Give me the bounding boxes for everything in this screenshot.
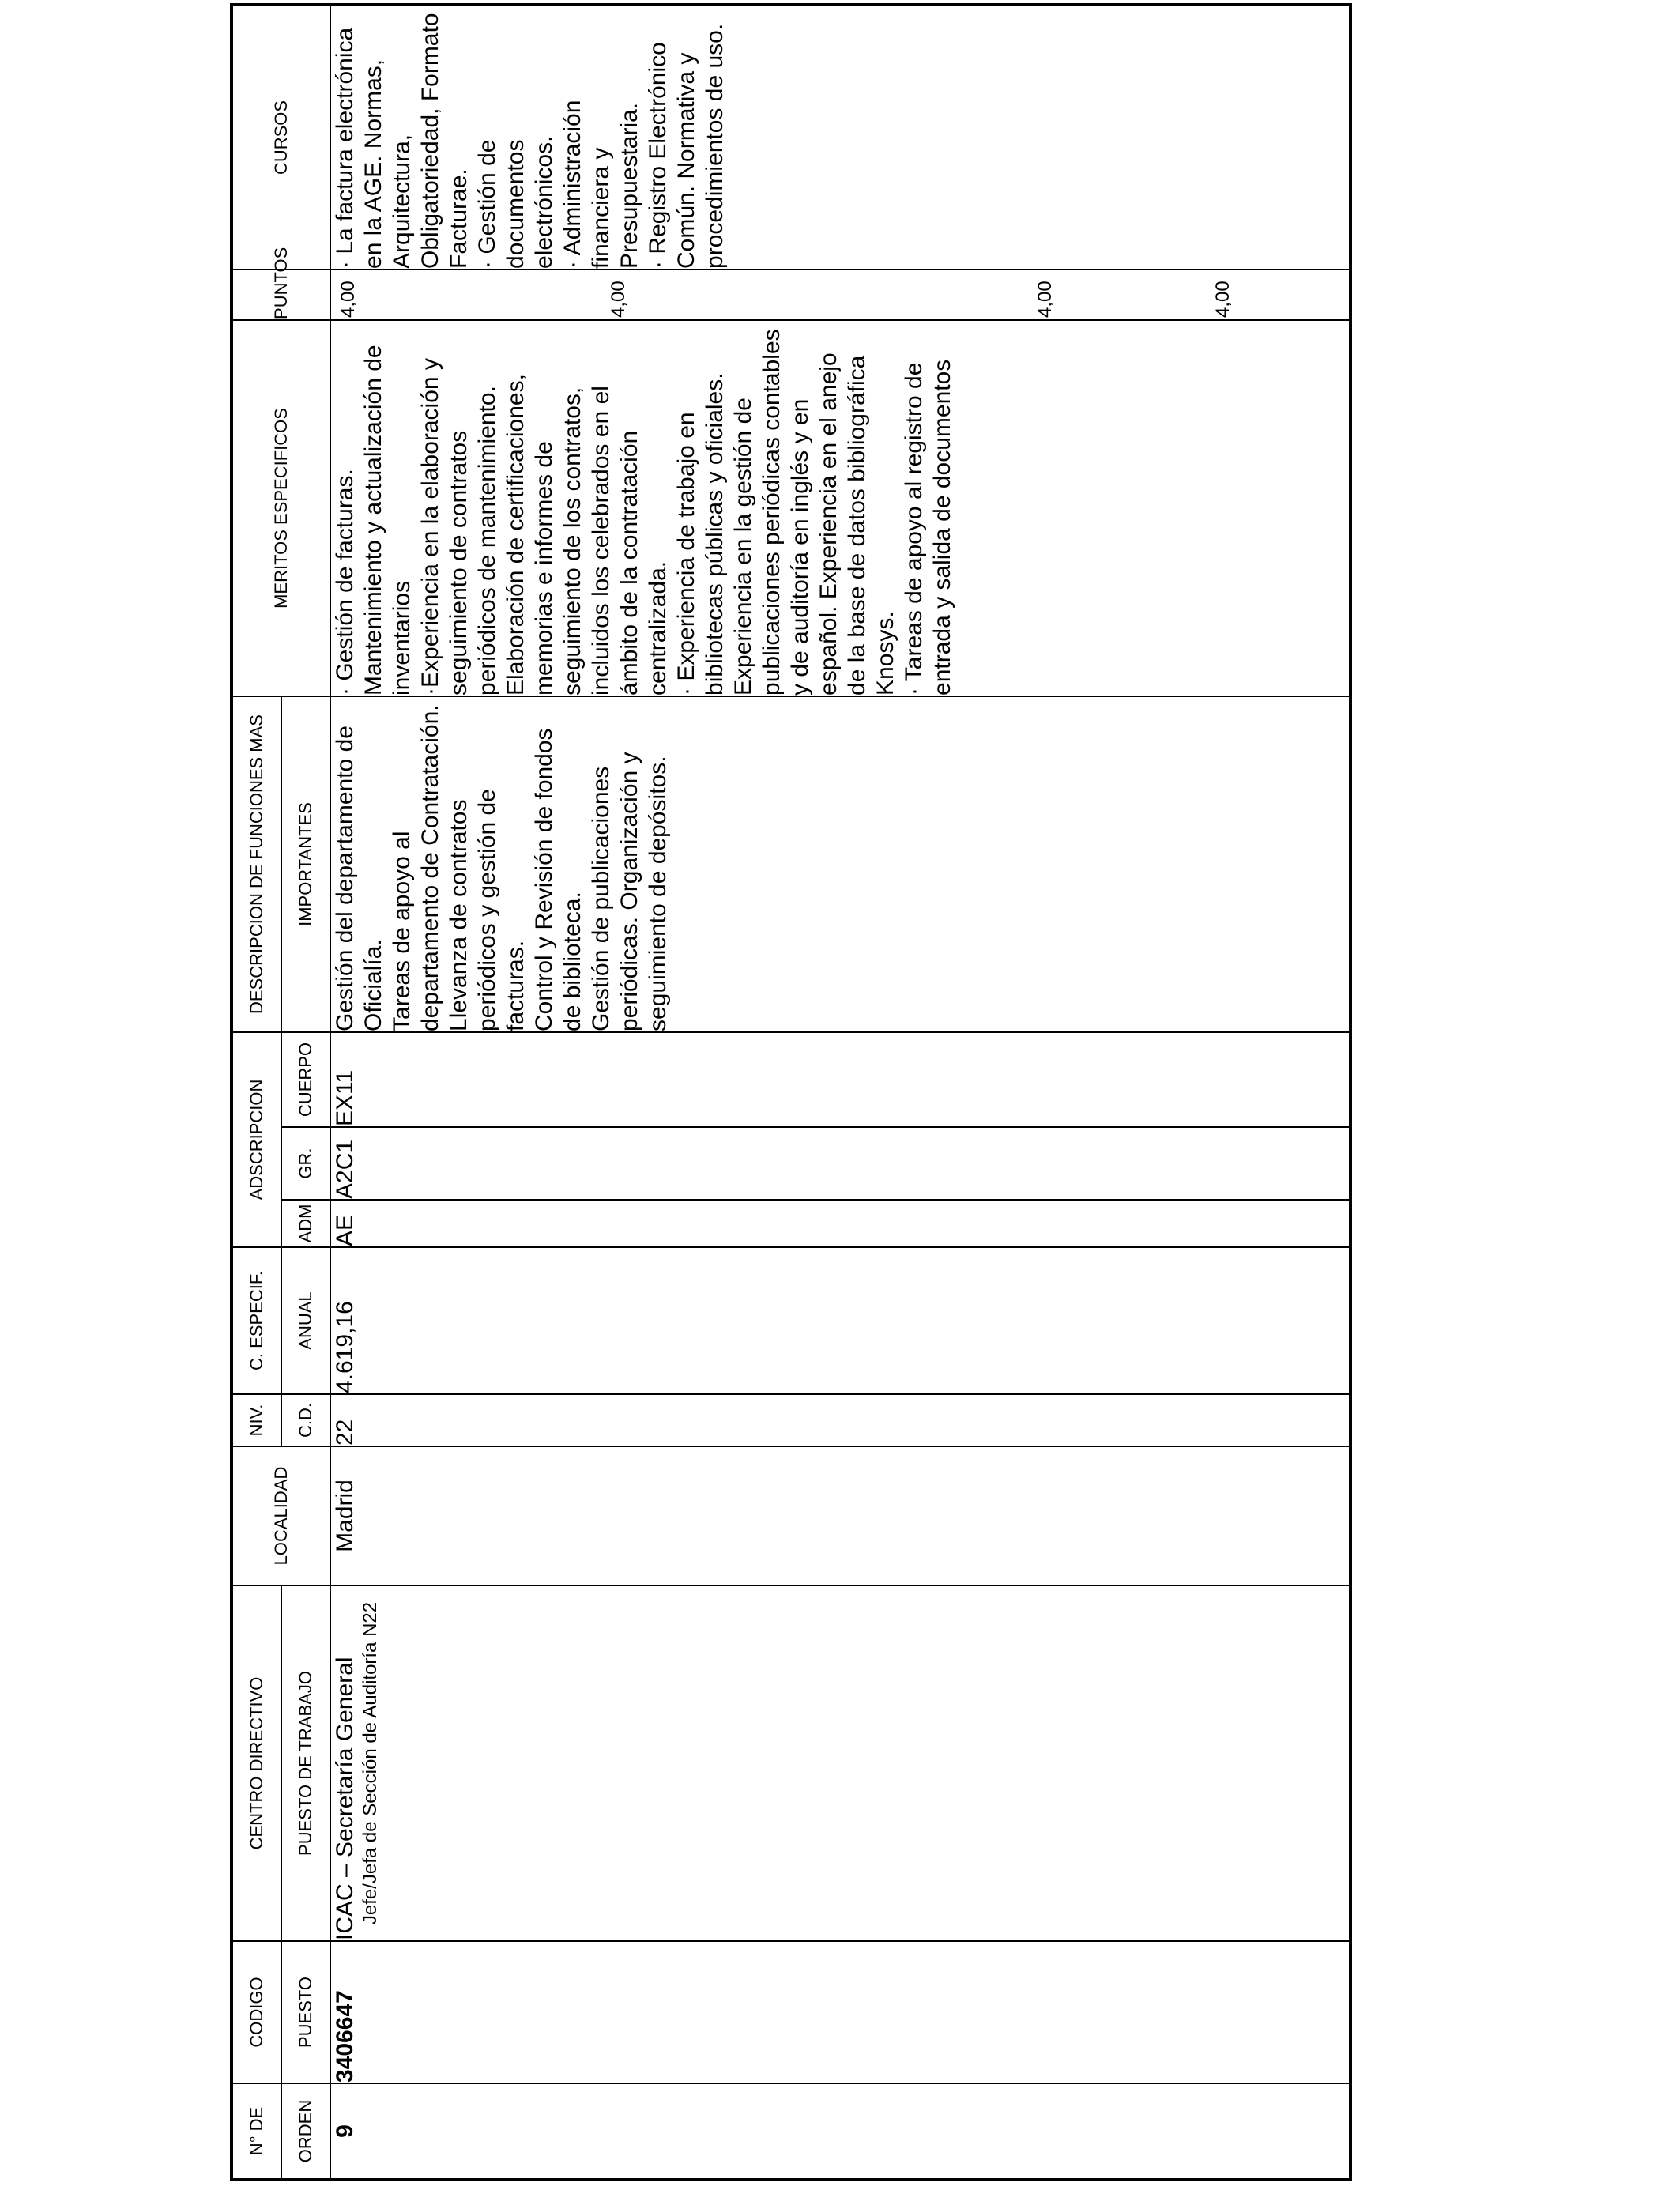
puntos-value: 4,00	[337, 281, 359, 318]
cell-centro-puesto	[330, 1585, 1350, 1941]
puntos-value: 4,00	[1212, 281, 1234, 318]
job-listing-table	[230, 3, 1352, 2181]
header-orden: N° DE	[232, 2083, 281, 2180]
merito-item: · Gestión de facturas. Mantenimiento y actualización de inventarios	[332, 345, 415, 696]
cell-meritos	[330, 320, 1350, 696]
header-descripcion: DESCRIPCION DE FUNCIONES MAS	[232, 696, 281, 1032]
cell-nivel: 22	[330, 1394, 1350, 1446]
header-especifico: C. ESPECIF.	[232, 1247, 281, 1394]
merito-item: · Experiencia de trabajo en bibliotecas públicas y oficiales. Experiencia en la gestión de publicaciones periódicas contables y de auditoría en inglés y en español. Experiencia en el anejo de la base de datos bibliográfica Knosys.	[673, 329, 898, 696]
curso-item: · La factura electrónica en la AGE. Normas, Arquitectura, Obligatoriedad, Formato Facturae.	[332, 13, 472, 269]
cell-puntos	[330, 270, 1350, 320]
header-puesto-sub: PUESTO DE TRABAJO	[281, 1585, 330, 1941]
header-puntos: PUNTOS	[232, 270, 330, 320]
curso-item: · Gestión de documentos electrónicos.	[474, 135, 557, 269]
cell-cuerpo: EX11	[330, 1032, 1350, 1127]
header-codigo-sub: PUESTO	[281, 1941, 330, 2083]
curso-item: · Administración financiera y Presupuestaria.	[559, 100, 642, 269]
funcion-item: Control y Revisión de fondos de biblioteca.	[531, 728, 586, 1031]
header-adm: ADM	[281, 1200, 330, 1247]
table-row	[330, 5, 1350, 2180]
funcion-item: Tareas de apoyo al departamento de Contratación. Llevanza de contratos periódicos y gestión de facturas.	[389, 704, 529, 1031]
cell-especifico: 4.619,16	[330, 1247, 1350, 1394]
funcion-item: Gestión de publicaciones periódicas. Organización y seguimiento de depósitos.	[588, 752, 671, 1031]
cell-grupo: A2C1	[330, 1127, 1350, 1200]
cell-funciones	[330, 696, 1350, 1032]
puntos-value: 4,00	[1034, 281, 1056, 318]
header-meritos: MERITOS ESPECIFICOS	[232, 320, 330, 696]
header-adscripcion: ADSCRIPCION	[232, 1032, 281, 1247]
header-localidad: LOCALIDAD	[232, 1446, 330, 1585]
puesto-trabajo-value: Jefe/Jefa de Sección de Auditoría N22	[360, 1601, 381, 1925]
cell-localidad: Madrid	[330, 1446, 1350, 1585]
header-nivel-sub: C.D.	[281, 1394, 330, 1446]
cell-adm: AE	[330, 1200, 1350, 1247]
merito-item: ·Experiencia en la elaboración y seguimiento de contratos periódicos de mantenimiento. Elaboración de certificaciones, memorias e informes de seguimiento de los contratos, incluidos los celebrados en el ámbito de la contratación centralizada.	[417, 358, 671, 696]
merito-item: · Tareas de apoyo al registro de entrada y salida de documentos	[901, 359, 955, 696]
header-importantes: IMPORTANTES	[281, 696, 330, 1032]
curso-item: · Registro Electrónico Común. Normativa y procedimientos de uso.	[645, 23, 728, 269]
puntos-value: 4,00	[608, 281, 629, 318]
header-especifico-sub: ANUAL	[281, 1247, 330, 1394]
header-row-top	[232, 5, 281, 2180]
header-centro-directivo: CENTRO DIRECTIVO	[232, 1585, 281, 1941]
centro-directivo-value: ICAC – Secretaría General	[332, 1657, 358, 1940]
header-gr: GR.	[281, 1127, 330, 1200]
header-cursos: CURSOS	[232, 5, 330, 270]
rotated-page	[230, 6, 1352, 2181]
cell-cursos	[330, 5, 1350, 270]
header-nivel: NIV.	[232, 1394, 281, 1446]
header-cuerpo: CUERPO	[281, 1032, 330, 1127]
header-codigo: CODIGO	[232, 1941, 281, 2083]
header-orden-sub: ORDEN	[281, 2083, 330, 2180]
cell-orden: 9	[330, 2083, 1350, 2180]
cell-codigo: 3406647	[330, 1941, 1350, 2083]
funcion-item: Gestión del departamento de Oficialía.	[332, 726, 386, 1031]
